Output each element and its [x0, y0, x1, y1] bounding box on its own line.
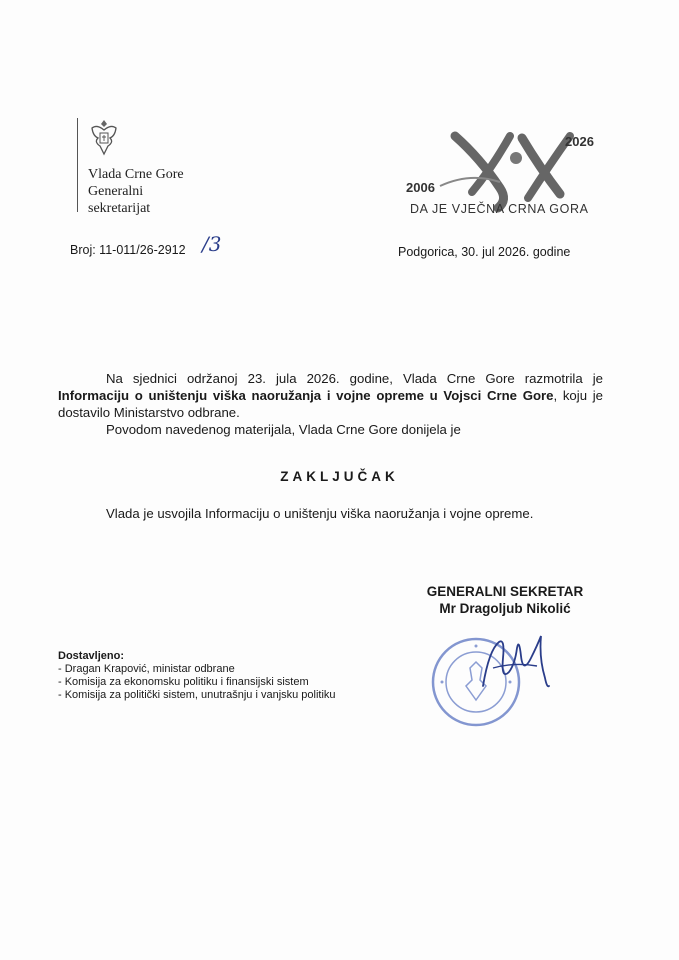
signatory-name: Mr Dragoljub Nikolić — [439, 601, 571, 616]
conclusion-text — [58, 505, 603, 522]
conclusion-paragraph: Vlada je usvojila Informaciju o uništenju viška naoružanja i vojne opreme. — [106, 506, 534, 521]
paragraph-1 — [58, 370, 603, 421]
paragraph-1-start: Na sjednici održanoj 23. jula 2026. godine, Vlada Crne Gore razmotrila je — [106, 371, 603, 386]
logo-caption: DA JE VJEČNA CRNA GORA — [410, 202, 589, 216]
issuer-line-3: sekretarijat — [88, 201, 151, 216]
reference-number: Broj: 11-011/26-2912 — [70, 243, 186, 257]
issuer-line-1: Vlada Crne Gore — [88, 167, 184, 182]
signature-block — [400, 583, 610, 617]
body-text — [58, 370, 603, 438]
logo-year-start: 2006 — [406, 180, 435, 195]
distribution-item: - Komisija za politički sistem, unutrašnju i vanjsku politiku — [58, 689, 336, 701]
paragraph-1-subject: Informaciju o uništenju viška naoružanja i vojne opreme u Vojsci Crne Gore — [58, 388, 554, 403]
distribution-list — [58, 650, 336, 702]
signatory-title: GENERALNI SEKRETAR — [426, 584, 584, 599]
conclusion-heading: ZAKLJUČAK — [280, 469, 399, 484]
distribution-item: - Dragan Krapović, ministar odbrane — [58, 663, 235, 675]
issuer-block — [88, 166, 184, 217]
logo-emblem-icon — [510, 152, 522, 164]
logo-year-end: 2026 — [565, 134, 594, 149]
issuer-line-2: Generalni — [88, 184, 144, 199]
reference-handwritten-suffix: /3 — [202, 232, 222, 256]
paragraph-1-end: , koju je dostavilo Ministarstvo odbrane. — [58, 388, 603, 420]
coat-of-arms-icon — [88, 118, 120, 158]
paragraph-2: Povodom navedenog materijala, Vlada Crne Gore donijela je — [106, 422, 461, 437]
document-date: Podgorica, 30. jul 2026. godine — [398, 245, 571, 259]
distribution-title: Dostavljeno: — [58, 650, 125, 662]
header-divider — [77, 118, 78, 212]
distribution-item: - Komisija za ekonomsku politiku i finansijski sistem — [58, 676, 309, 688]
handwritten-signature-icon — [475, 628, 555, 698]
